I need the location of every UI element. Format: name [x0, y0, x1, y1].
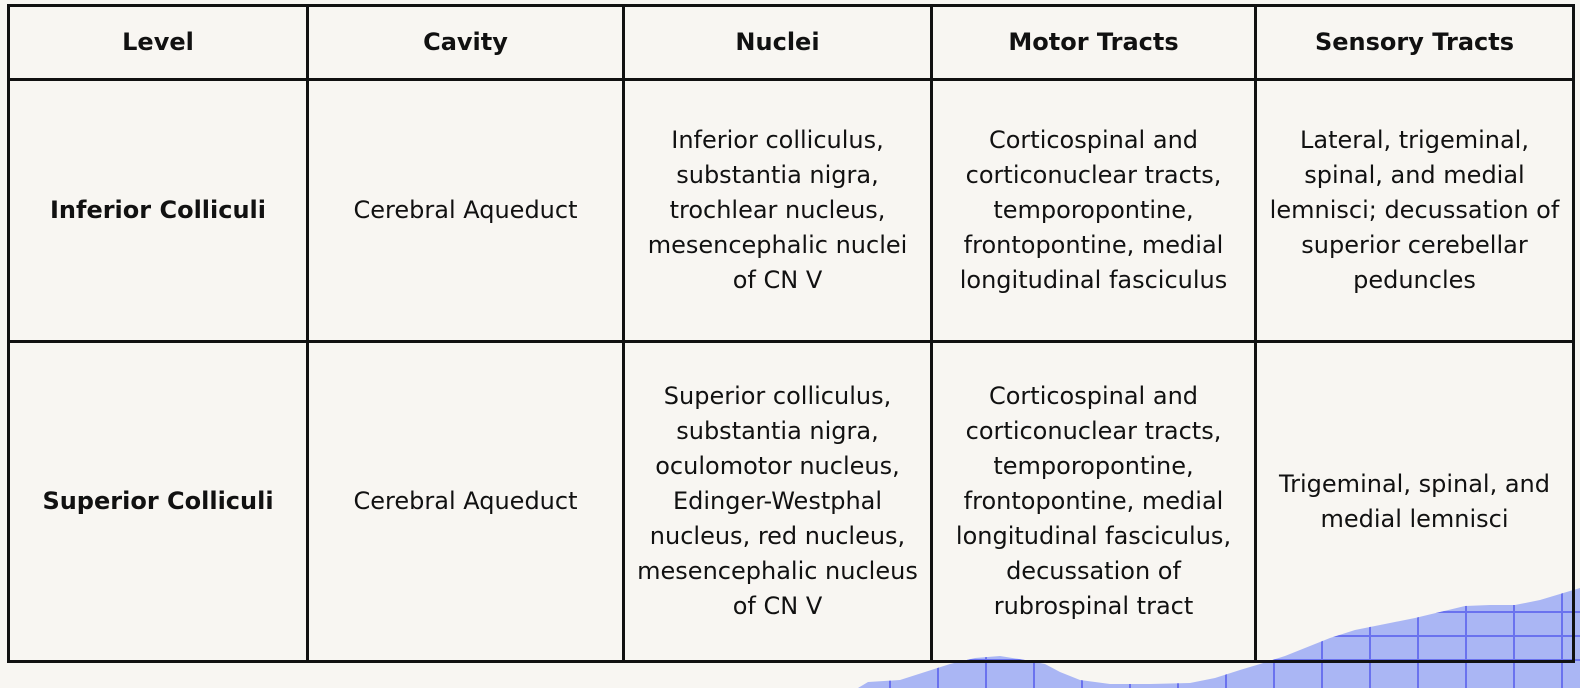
table-row [9, 80, 1574, 342]
brainstem-levels-table [7, 4, 1575, 663]
level-cell: Superior Colliculi [9, 342, 308, 662]
nuclei-cell: Superior colliculus, substantia nigra, oculomotor nucleus, Edinger-Westphal nucleus, red nucleus, mesencephalic nucleus of CN V [624, 342, 932, 662]
motor-tracts-cell: Corticospinal and corticonuclear tracts, temporopontine, frontopontine, medial longitudinal fasciculus [932, 80, 1256, 342]
nuclei-cell: Inferior colliculus, substantia nigra, trochlear nucleus, mesencephalic nuclei of CN V [624, 80, 932, 342]
table-row [9, 342, 1574, 662]
table-header-row [9, 6, 1574, 80]
header-sensory-tracts: Sensory Tracts [1256, 6, 1574, 80]
header-nuclei: Nuclei [624, 6, 932, 80]
cavity-cell: Cerebral Aqueduct [308, 80, 624, 342]
sensory-tracts-cell: Trigeminal, spinal, and medial lemnisci [1256, 342, 1574, 662]
level-cell: Inferior Colliculi [9, 80, 308, 342]
sensory-tracts-cell: Lateral, trigeminal, spinal, and medial lemnisci; decussation of superior cerebellar peduncles [1256, 80, 1574, 342]
motor-tracts-cell: Corticospinal and corticonuclear tracts, temporopontine, frontopontine, medial longitudinal fasciculus, decussation of rubrospinal tract [932, 342, 1256, 662]
header-level: Level [9, 6, 308, 80]
cavity-cell: Cerebral Aqueduct [308, 342, 624, 662]
header-motor-tracts: Motor Tracts [932, 6, 1256, 80]
header-cavity: Cavity [308, 6, 624, 80]
